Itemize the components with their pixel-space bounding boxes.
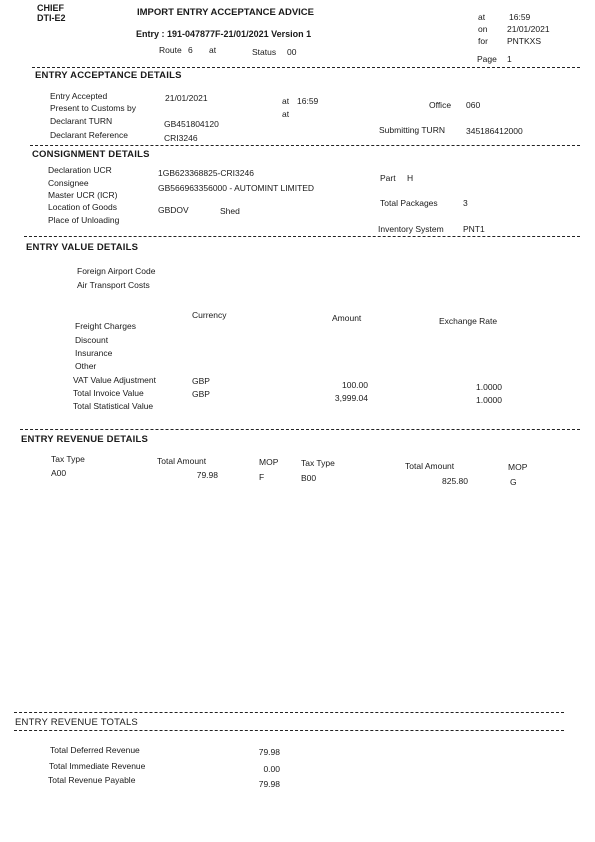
- value-row-currency: GBP: [192, 389, 210, 399]
- declaration-ucr-value: 1GB623368825-CRI3246: [158, 168, 254, 178]
- air-transport-label: Air Transport Costs: [77, 280, 150, 290]
- inventory-system-label: Inventory System: [378, 224, 444, 234]
- declarant-turn-label: Declarant TURN: [50, 116, 113, 126]
- page-title: IMPORT ENTRY ACCEPTANCE ADVICE: [137, 7, 314, 18]
- inventory-system-value: PNT1: [463, 224, 485, 234]
- route-at-label: at: [209, 45, 217, 55]
- total-immediate-label: Total Immediate Revenue: [49, 761, 146, 771]
- section-heading-revenue: ENTRY REVENUE DETAILS: [21, 434, 149, 445]
- column-total-amount-2: Total Amount: [405, 461, 455, 471]
- value-row-label: VAT Value Adjustment: [73, 375, 156, 385]
- value-row-amount: 3,999.04: [334, 393, 368, 403]
- total-deferred-label: Total Deferred Revenue: [50, 745, 140, 755]
- consignee-value: GB566963356000 - AUTOMINT LIMITED: [158, 183, 315, 193]
- column-currency: Currency: [192, 310, 227, 320]
- page-number-label: Page: [477, 54, 497, 64]
- total-payable-value: 79.98: [258, 779, 280, 789]
- location-shed-label: Shed: [220, 206, 240, 216]
- header-time: 16:59: [509, 12, 531, 22]
- status-label: Status: [252, 47, 277, 57]
- master-ucr-label: Master UCR (ICR): [48, 190, 118, 200]
- entry-accepted-at-label: at: [282, 96, 290, 106]
- divider: [30, 145, 580, 146]
- revenue-tax-type: A00: [51, 468, 67, 478]
- revenue-tax-type-2: B00: [301, 473, 317, 483]
- column-mop: MOP: [259, 457, 279, 467]
- total-deferred-value: 79.98: [258, 747, 280, 757]
- entry-accepted-label: Entry Accepted: [50, 91, 108, 101]
- column-tax-type: Tax Type: [51, 454, 85, 464]
- page-number: 1: [507, 54, 512, 64]
- value-row-label: Freight Charges: [75, 321, 136, 331]
- value-row-label: Discount: [75, 335, 109, 345]
- value-row-label: Total Statistical Value: [73, 401, 154, 411]
- revenue-total-amount-2: 825.80: [442, 476, 468, 486]
- submitting-turn-value: 345186412000: [466, 126, 523, 136]
- value-row-label: Other: [75, 361, 97, 371]
- system-code: DTI-E2: [37, 13, 66, 23]
- value-row-rate: 1.0000: [476, 395, 502, 405]
- route-value: 6: [188, 45, 193, 55]
- total-packages-label: Total Packages: [380, 198, 438, 208]
- place-of-unloading-label: Place of Unloading: [48, 215, 120, 225]
- column-exchange-rate: Exchange Rate: [439, 316, 498, 326]
- section-heading-totals: ENTRY REVENUE TOTALS: [15, 717, 138, 728]
- part-label: Part: [380, 173, 396, 183]
- declaration-ucr-label: Declaration UCR: [48, 165, 112, 175]
- presented-label: Present to Customs by: [50, 103, 136, 113]
- column-tax-type-2: Tax Type: [301, 458, 335, 468]
- office-value: 060: [466, 100, 481, 110]
- total-payable-label: Total Revenue Payable: [48, 775, 136, 785]
- declarant-reference-value: CRI3246: [164, 133, 198, 143]
- header-user: PNTKXS: [507, 36, 542, 46]
- column-mop-2: MOP: [508, 462, 528, 472]
- value-row-amount: 100.00: [342, 380, 368, 390]
- section-heading-consignment: CONSIGNMENT DETAILS: [32, 149, 150, 160]
- declarant-reference-label: Declarant Reference: [50, 130, 128, 140]
- location-of-goods-value: GBDOV: [158, 205, 189, 215]
- total-immediate-value: 0.00: [263, 764, 280, 774]
- submitting-turn-label: Submitting TURN: [379, 125, 445, 135]
- revenue-mop: F: [259, 472, 265, 482]
- entry-reference: Entry : 191-047877F-21/01/2021 Version 1: [136, 29, 312, 39]
- office-label: Office: [429, 100, 452, 110]
- divider: [24, 236, 580, 237]
- header-on-label: on: [478, 24, 488, 34]
- section-heading-acceptance: ENTRY ACCEPTANCE DETAILS: [35, 70, 182, 81]
- column-total-amount: Total Amount: [157, 456, 207, 466]
- value-row-currency: GBP: [192, 376, 210, 386]
- divider: [14, 730, 564, 731]
- part-value: H: [407, 173, 414, 183]
- header-for-label: for: [478, 36, 488, 46]
- foreign-airport-label: Foreign Airport Code: [77, 266, 156, 276]
- divider: [14, 712, 564, 713]
- divider: [32, 67, 580, 68]
- entry-accepted-date: 21/01/2021: [165, 93, 208, 103]
- value-row-label: Insurance: [75, 348, 113, 358]
- header-date: 21/01/2021: [507, 24, 550, 34]
- value-row-rate: 1.0000: [476, 382, 502, 392]
- revenue-mop-2: G: [510, 477, 517, 487]
- presented-at-label: at: [282, 109, 290, 119]
- section-heading-value: ENTRY VALUE DETAILS: [26, 242, 139, 253]
- revenue-total-amount: 79.98: [196, 470, 218, 480]
- divider: [20, 429, 580, 430]
- column-amount: Amount: [332, 313, 362, 323]
- consignee-label: Consignee: [48, 178, 89, 188]
- status-value: 00: [287, 47, 297, 57]
- declarant-turn-value: GB451804120: [164, 119, 219, 129]
- route-label: Route: [159, 45, 182, 55]
- location-of-goods-label: Location of Goods: [48, 202, 117, 212]
- system-name: CHIEF: [37, 3, 64, 13]
- total-packages-value: 3: [463, 198, 468, 208]
- entry-accepted-time: 16:59: [297, 96, 319, 106]
- value-row-label: Total Invoice Value: [73, 388, 144, 398]
- header-at-label: at: [478, 12, 486, 22]
